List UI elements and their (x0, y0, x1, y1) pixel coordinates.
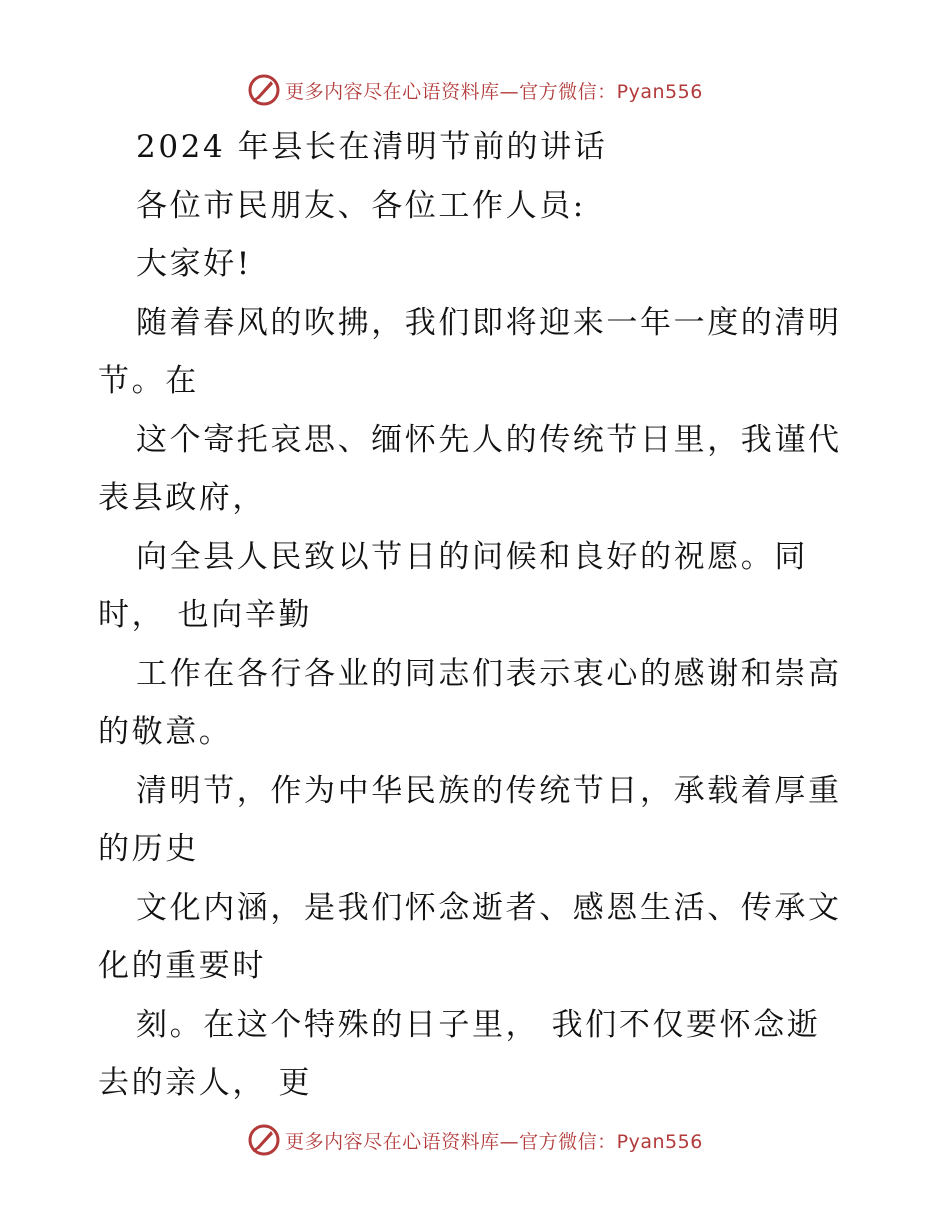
document-line: 这个寄托哀思、缅怀先人的传统节日里，我谨代 (136, 421, 842, 458)
footer-watermark (0, 1120, 950, 1160)
document-line: 各位市民朋友、各位工作人员: (136, 187, 586, 224)
header-watermark (0, 70, 950, 110)
document-line: 文化内涵，是我们怀念逝者、感恩生活、传承文 (136, 889, 842, 926)
document-body (98, 118, 868, 1113)
document-line: 向全县人民致以节日的问候和良好的祝愿。同 (136, 538, 808, 575)
document-line: 节。在 (98, 363, 199, 399)
document-line: 去的亲人， 更 (98, 1065, 313, 1101)
document-line: 2024 年县长在清明节前的讲话 (136, 129, 608, 165)
watermark-text: 更多内容尽在心语资料库—官方微信：Pyan556 (285, 80, 703, 103)
document-line: 的敬意。 (98, 714, 233, 750)
watermark-text: 更多内容尽在心语资料库—官方微信：Pyan556 (285, 1130, 703, 1153)
document-line: 的历史 (98, 831, 199, 867)
document-line: 表县政府， (98, 480, 266, 516)
document-line: 化的重要时 (98, 948, 266, 984)
document-line: 时， 也向辛勤 (98, 597, 313, 633)
document-line: 刻。在这个特殊的日子里， 我们不仅要怀念逝 (136, 1006, 821, 1043)
quill-logo-icon (247, 73, 281, 107)
document-line: 工作在各行各业的同志们表示衷心的感谢和崇高 (136, 655, 842, 692)
document-line: 大家好! (136, 246, 252, 282)
document-line: 清明节，作为中华民族的传统节日，承载着厚重 (136, 772, 842, 809)
document-line: 随着春风的吹拂，我们即将迎来一年一度的清明 (136, 304, 842, 341)
quill-logo-icon (247, 1123, 281, 1157)
